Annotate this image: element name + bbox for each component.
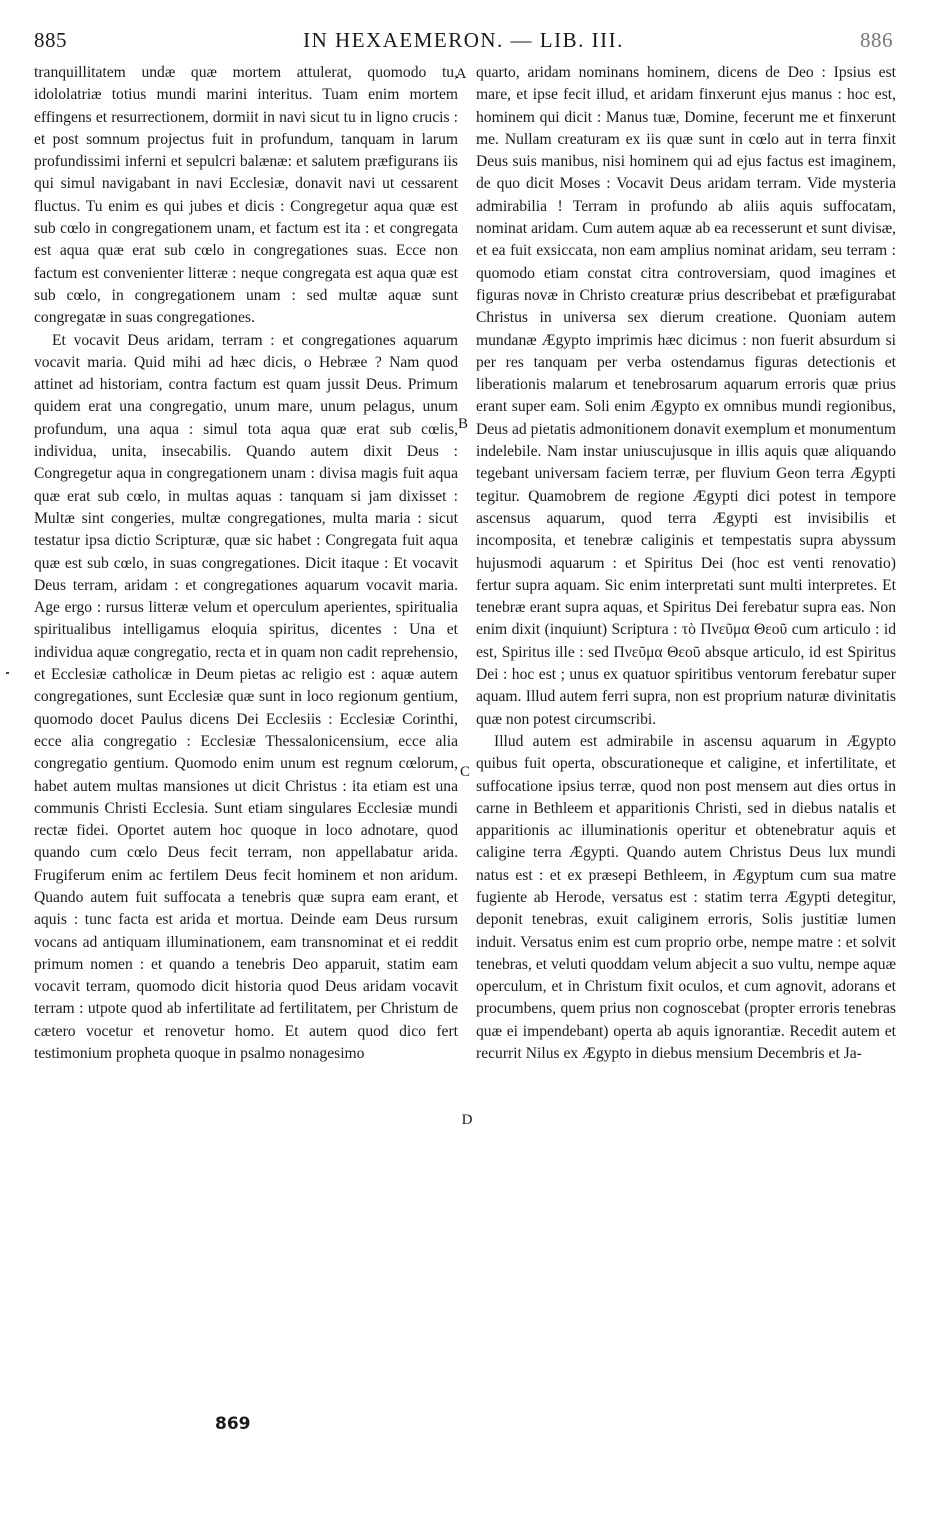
section-marker-b: B (457, 416, 468, 432)
margin-speck (6, 672, 9, 674)
left-paragraph-1: tranquillitatem undæ quæ mortem attulerat, quomodo tu, idololatriæ totius mundi marini interitus. Tuam enim mortem effingens et resurrectionem, dormiit in navi sicut tu in ligno crucis : et post somnum projectus fuit in profundum, tanquam in larum profundissimi inferni et sepulcri balænæ: et salutem præfigurans iis qui simul navigabant in navi Ecclesiæ, donavit navi ut cessarent fluctus. Tu enim es qui jubes et dicis : Congregetur aqua quæ est sub cœlo in congregationem unam, et factum est ita : et congregata est aqua quæ erat sub cœlo in congregationes suas. Ecce non factum est convenienter litteræ : neque congregata est aqua quæ est sub cœlo, in congregationem unam : sed multæ aquæ sunt congregatæ in suas congregationes. (34, 64, 458, 327)
section-marker-d: D (461, 1112, 473, 1128)
section-marker-a: A (455, 66, 467, 82)
left-paragraph-2: Et vocavit Deus aridam, terram : et congregationes aquarum vocavit maria. Quid mihi ad hæc dicis, o Hebræe ? Nam quod attinet ad historiam, contra factum est quam jussit Deus. Primum quidem erat una congregatio, unum mare, unum pelagus, unum profundum, una aqua : simul tota aqua quæ erat sub cœlis, individua, unita, insecabilis. Quando autem dixit Deus : Congregetur aqua in congregationem unam : divisa magis fuit aqua quæ erat sub cœlo, in multas aquas : tanquam si jam dixisset : Multæ sint congeries, multæ congregationes, multa maria : sicut testatur ipsa dictio Scripturæ, quæ sic habet : Congregata fuit aqua quæ est sub cœlo, in suas congregationes. Dicit itaque : Et vocavit Deus terram, aridam : et congregationes aquarum vocavit maria. Age ergo : rursus litteræ velum et operculum aperientes, spiritualia spiritualibus intelligamus eloquia spiritus, dicentes : Una et individua aquæ congregatio, recta et in quam non cadit reprehensio, et Ecclesiæ catholicæ in Deum pietas ac religio est : aquæ autem congregationes, sunt Ecclesiæ quæ sunt in loco regionum gentium, quomodo docet Paulus dicens Dei Ecclesiis : Ecclesiæ Corinthi, ecce alia congregatio : Ecclesiæ Thessalonicensium, ecce alia congregatio gentium. Quomodo enim unum est regnum cœlorum, habet autem multas mansiones ut dicit Christus : ita etiam est una communis Christi Ecclesia. Sunt etiam singulares Ecclesiæ mundi rectæ fidei. Oportet autem hoc quoque in loco adnotare, quod quando cum cœlo Deus fecit terram, non appellabatur arida. Frugiferum enim ac fertilem Deus fecit hominem et non aridum. Quando autem fuit suffocata a tenebris quæ supra eam erant, et aquis : tunc facta est arida et mortua. Deinde eam Deus rursum vocans ad antiquam illuminationem, eam transnominat et ei reddit primum nomen : et quando a tenebris Deo apparuit, statim eam vocavit terram, quomodo dicit historia quod Deus aridam vocavit terram : utpote quod ab infertilitate ad fertilitatem, per Christum de cætero vocetur et renovetur homo. Et autem quod dico fert testimonium propheta quoque in psalmo nonagesimo (34, 331, 458, 1063)
left-text-column (34, 62, 458, 1065)
running-title: IN HEXAEMERON. — LIB. III. (303, 28, 624, 52)
right-paragraph-2: Illud autem est admirabile in ascensu aquarum in Ægypto quibus fuit operta, obscurationeque et caligine, et infertilitate, et suffocatione ipsius terræ, quod non post mensem aut dies ortus in carne in Bethleem et apparitionis Christi, sed in diebus natalis et apparitionis ac illuminationis operitur et obtenebratur aquis et caligine terra Ægypti. Quando autem Christus Deus lux mundi natus est : et ex præsepi Bethleem, in Ægyptum cum sua matre fugiente ab Herode, versatus est : statim terra Ægypti detegitur, deponit tenebras, exuit caliginem erroris, Solis justitiæ lumen induit. Versatus enim est cum proprio orbe, nempe matre : et solvit tenebras, et veluti quoddam velum abjecit a suo vultu, nempe aquæ operculum, et in Christum fixit oculos, et cum agnovit, adorans et procumbens, quem prius non cognoscebat (propter erroris tenebras quæ ei impendebant) operta ab aquis ignorantiæ. Recedit autem et recurrit Nilus ex Ægypto in diebus mensium Decembris et Ja- (476, 732, 896, 1063)
column-number-mark: 869 (212, 1414, 254, 1434)
section-marker-c: C (459, 764, 470, 780)
right-text-column (476, 62, 896, 1065)
page-number-left: 885 (34, 28, 67, 52)
running-header (34, 28, 893, 60)
right-paragraph-1: quarto, aridam nominans hominem, dicens de Deo : Ipsius est mare, et ipse fecit illud, et aridam finxerunt ejus manus : hoc est, hominem qui dicit : Manus tuæ, Domine, fecerunt me et finxerunt me. Nullam creaturam ex iis quæ sunt in cœlo aut in terra finxit Deus suis manibus, nisi hominem qui ad ejus factus est imaginem, de quo dicit Moses : Vocavit Deus aridam terram. Vide mysteria admirabilia ! Terram in profundo ab aliis aquis suffocatam, nominat aridam. Cum autem aquæ ab ea recesserunt et sunt divisæ, et ea fuit exsiccata, non eam amplius nominat aridam, seu terram : quomodo etiam constat citra controversiam, quod imagines et figuras novæ in Christo creaturæ prius describebat et præfigurabat Christus in universa sex dierum creatione. Quoniam autem mundanæ Ægypto imprimis hæc dicimus : non fuerit absurdum si per res tanquam per verba ostendamus figuras detectionis et liberationis malarum et tenebrosarum aquarum erroris quæ prius erant super eam. Soli enim Ægypto ex omnibus mundi regionibus, Deus ad pietatis admonitionem donavit exemplum et monumentum indelebile. Nam instar uniuscujusque in illis aquis quæ aliquando tegebant universam faciem terræ, per fluvium Geon terra Ægypti tegitur. Quamobrem de regione Ægypti dici potest in tempore ascensus aquarum, quod terra Ægypti est invisibilis et incomposita, et tenebræ caliginis et tempestatis supra abyssum hujusmodi aquarum : et Spiritus Dei (hoc est venti renovatio) fertur supra aquam. Sic enim interpretati sunt multi interpretes. Et tenebræ erant supra aquas, et Spiritus Dei ferebatur supra eas. Non enim dixit (inquiunt) Scriptura : τὸ Πνεῦμα Θεοῦ cum articulo : id est, Spiritus ille : sed Πνεῦμα Θεοῦ absque articulo, id est Spiritus Dei : hoc est ; unus ex quatuor spiritibus ventorum ferebatur super aquam. Illud autem ferri supra, non est proprium naturæ divinitatis quæ non potest circumscribi. (476, 64, 896, 728)
page-number-right: 886 (860, 28, 893, 52)
